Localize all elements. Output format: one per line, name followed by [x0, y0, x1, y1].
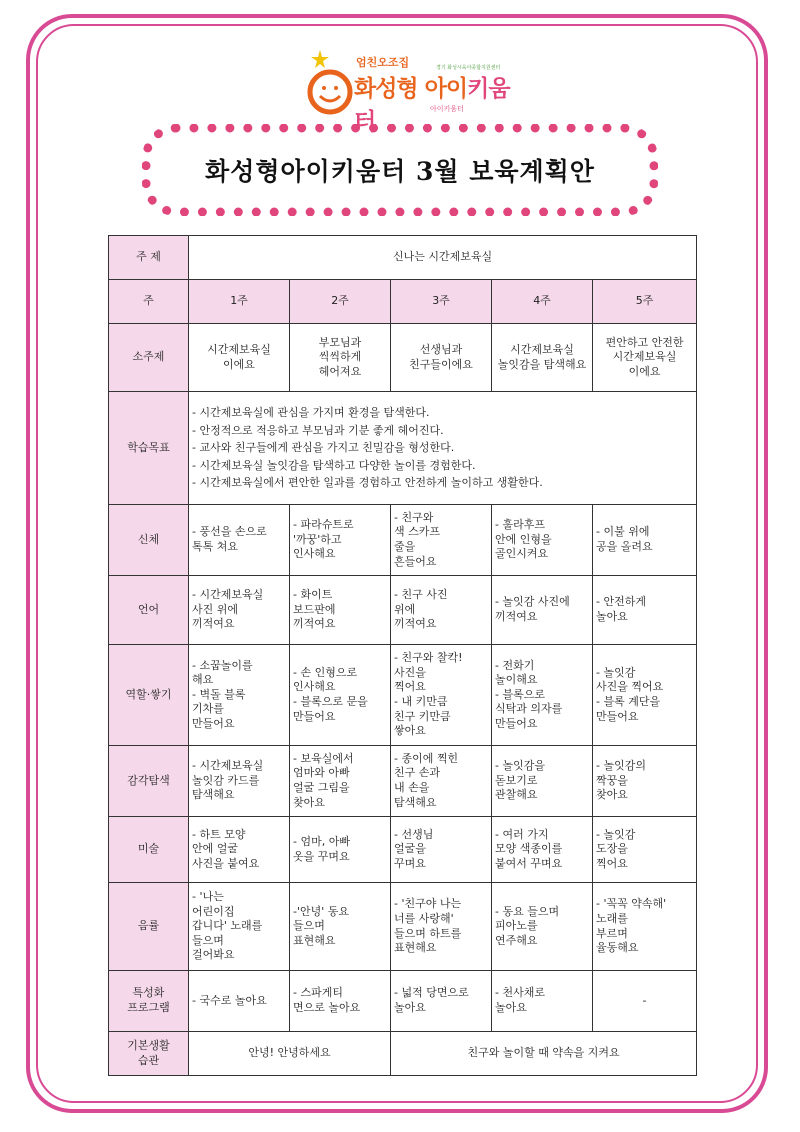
page-title: 화성형아이키움터 3월 보육계획안: [205, 157, 595, 186]
activity-cell: - 친구와 색 스카프 줄을 흔들어요: [391, 505, 492, 576]
habit-left: 안녕! 안녕하세요: [189, 1032, 391, 1076]
activity-cell: - 안전하게 놀아요: [593, 576, 697, 645]
activity-row-art: [109, 817, 697, 883]
activity-cell: - 화이트 보드판에 끼적여요: [290, 576, 391, 645]
activity-cell: - 보육실에서 엄마와 아빠 얼굴 그림을 찾아요: [290, 746, 391, 817]
activity-row-music: [109, 883, 697, 971]
activity-cell: - 소꿉놀이를 해요 - 벽돌 블록 기차를 만들어요: [189, 645, 290, 746]
subtheme-2: 부모님과 씩씩하게 헤어져요: [290, 324, 391, 392]
activity-cell: - 종이에 찍힌 친구 손과 내 손을 탐색해요: [391, 746, 492, 817]
logo-small-text: 엄친오조집: [356, 56, 410, 69]
week-row: [109, 280, 697, 324]
theme-label: 주 제: [109, 236, 189, 280]
activity-cell: - 하트 모양 안에 얼굴 사진을 붙여요: [189, 817, 290, 883]
week-label: 주: [109, 280, 189, 324]
subtheme-label: 소주제: [109, 324, 189, 392]
activity-cell: - 시간제보육실 놀잇감 카드를 탐색해요: [189, 746, 290, 817]
activity-cell: - 여러 가지 모양 색종이를 붙여서 꾸며요: [492, 817, 593, 883]
plan-table: [108, 235, 697, 1076]
goals-label: 학습목표: [109, 392, 189, 505]
goal-item: - 시간제보육실에 관심을 가지며 환경을 탐색한다.: [192, 406, 430, 420]
week-2: 2주: [290, 280, 391, 324]
activity-cell: - 놀잇감 도장을 찍어요: [593, 817, 697, 883]
activity-cell: - 파라슈트로 '까꿍'하고 인사해요: [290, 505, 391, 576]
logo: [300, 48, 520, 135]
activity-label: 미술: [109, 817, 189, 883]
activity-cell: - 선생님 얼굴을 꾸며요: [391, 817, 492, 883]
goal-item: - 안정적으로 적응하고 부모님과 기분 좋게 헤어진다.: [192, 423, 444, 437]
goals-list: [192, 404, 693, 492]
week-5: 5주: [593, 280, 697, 324]
activity-cell: - 동요 들으며 피아노를 연주해요: [492, 883, 593, 971]
subtheme-4: 시간제보육실 놀잇감을 탐색해요: [492, 324, 593, 392]
activity-label: 특성화 프로그램: [109, 971, 189, 1032]
goals-cell: [189, 392, 697, 505]
habit-right: 친구와 놀이할 때 약속을 지켜요: [391, 1032, 697, 1076]
goal-item: - 시간제보육실 놀잇감을 탐색하고 다양한 놀이를 경험한다.: [192, 458, 476, 472]
week-3: 3주: [391, 280, 492, 324]
activity-cell: - 친구 사진 위에 끼적여요: [391, 576, 492, 645]
subtheme-5: 편안하고 안전한 시간제보육실 이에요: [593, 324, 697, 392]
activity-cell: - 훌라후프 안에 인형을 골인시켜요: [492, 505, 593, 576]
logo-org-text: 경기 화성시육아종합지원센터: [436, 65, 501, 71]
activity-cell: - 국수로 놀아요: [189, 971, 290, 1032]
goal-item: - 시간제보육실에서 편안한 일과를 경험하고 안전하게 놀이하고 생활한다.: [192, 476, 543, 490]
title-box: [142, 124, 658, 216]
activity-cell: - 엄마, 아빠 옷을 꾸며요: [290, 817, 391, 883]
activity-cell: - '친구야 나는 너를 사랑해' 들으며 하트를 표현해요: [391, 883, 492, 971]
week-4: 4주: [492, 280, 593, 324]
activity-cell: - 전화기 놀이해요 - 블록으로 식탁과 의자를 만들어요: [492, 645, 593, 746]
smiley-logo-icon: [300, 48, 360, 118]
activity-cell: - 시간제보육실 사진 위에 끼적여요: [189, 576, 290, 645]
theme-row: [109, 236, 697, 280]
activity-cell: - 놀잇감을 돋보기로 관찰해요: [492, 746, 593, 817]
activity-label: 감각탐색: [109, 746, 189, 817]
activity-label: 언어: [109, 576, 189, 645]
goal-item: - 교사와 친구들에게 관심을 가지고 친밀감을 형성한다.: [192, 441, 455, 455]
subtheme-row: [109, 324, 697, 392]
activity-cell: - 손 인형으로 인사해요 - 블록으로 문을 만들어요: [290, 645, 391, 746]
activity-cell: - '나는 어린이집 갑니다' 노래를 들으며 걸어봐요: [189, 883, 290, 971]
activity-row-physical: [109, 505, 697, 576]
activity-row-sensory: [109, 746, 697, 817]
activity-label: 역할·쌓기: [109, 645, 189, 746]
activity-row-roleplay: [109, 645, 697, 746]
goals-row: [109, 392, 697, 505]
logo-main-part-a: 화성형 아이: [354, 76, 468, 102]
activity-cell: - 스파게티 면으로 놀아요: [290, 971, 391, 1032]
activity-cell: - 친구와 찰칵! 사진을 찍어요 - 내 키만큼 친구 키만큼 쌓아요: [391, 645, 492, 746]
activity-cell: - 놀잇감 사진에 끼적여요: [492, 576, 593, 645]
activity-cell: - 놀잇감의 짝꿍을 찾아요: [593, 746, 697, 817]
activity-cell: - 이불 위에 공을 올려요: [593, 505, 697, 576]
activity-cell: - '꼭꼭 약속해' 노래를 부르며 율동해요: [593, 883, 697, 971]
activity-cell: - 풍선을 손으로 톡톡 쳐요: [189, 505, 290, 576]
activity-row-language: [109, 576, 697, 645]
week-1: 1주: [189, 280, 290, 324]
activity-cell: - 넓적 당면으로 놀아요: [391, 971, 492, 1032]
habit-row: [109, 1032, 697, 1076]
habit-label: 기본생활 습관: [109, 1032, 189, 1076]
activity-cell: -: [593, 971, 697, 1032]
activity-label: 신체: [109, 505, 189, 576]
subtheme-1: 시간제보육실 이에요: [189, 324, 290, 392]
activity-cell: - 천사채로 놀아요: [492, 971, 593, 1032]
theme-value: 신나는 시간제보육실: [189, 236, 697, 280]
subtheme-3: 선생님과 친구들이에요: [391, 324, 492, 392]
logo-main-part-b: 키움터: [354, 76, 510, 135]
activity-label: 음률: [109, 883, 189, 971]
activity-cell: - 놀잇감 사진을 찍어요 - 블록 계단을 만들어요: [593, 645, 697, 746]
activity-row-special: [109, 971, 697, 1032]
activity-cell: -'안녕' 동요 들으며 표현해요: [290, 883, 391, 971]
logo-sub-text: 아이키움터: [430, 105, 464, 113]
